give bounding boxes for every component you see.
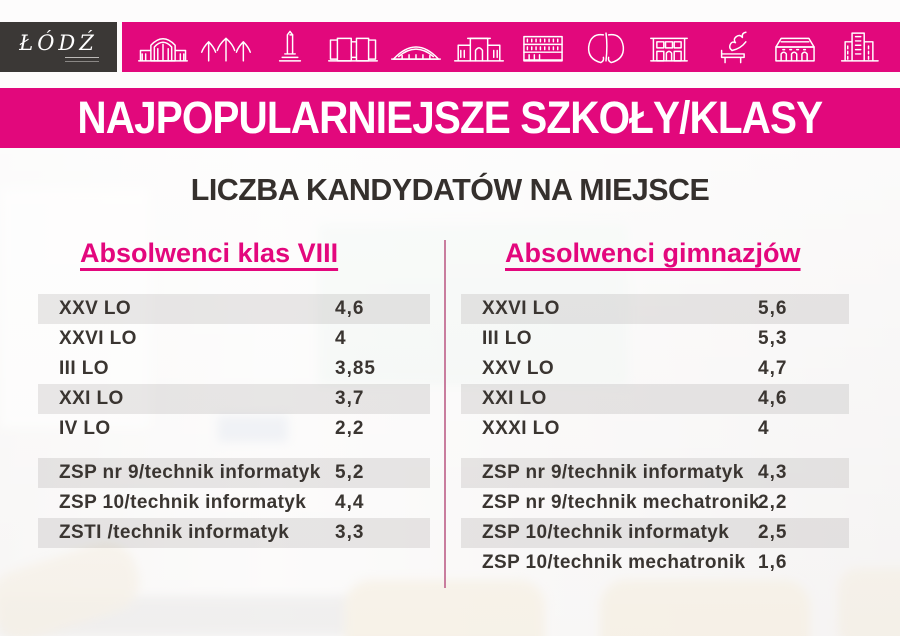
- school-group: [461, 294, 849, 444]
- candidates-per-place-value: 2,2: [758, 492, 788, 513]
- school-name: ZSP nr 9/technik mechatronik: [482, 492, 760, 513]
- table-row: [461, 294, 849, 324]
- candidates-per-place-value: 5,2: [335, 462, 365, 483]
- school-group: [38, 458, 430, 548]
- school-name: XXVI LO: [482, 298, 560, 319]
- candidates-per-place-value: 5,6: [758, 298, 788, 319]
- school-name: ZSP nr 9/technik informatyk: [482, 462, 744, 483]
- table-row: [38, 414, 430, 444]
- column-heading: Absolwenci gimnazjów: [505, 238, 801, 268]
- school-name: XXI LO: [59, 388, 124, 409]
- lodz-logo: ŁÓDŹ: [19, 30, 98, 55]
- rows-area: [461, 294, 849, 578]
- school-name: XXV LO: [59, 298, 132, 319]
- candidates-per-place-value: 4,7: [758, 358, 788, 379]
- candidates-per-place-value: 4,3: [758, 462, 788, 483]
- factory-floors-icon: [515, 25, 571, 69]
- school-group: [461, 458, 849, 578]
- palace-gate-icon: [451, 25, 507, 69]
- candidates-per-place-value: 5,3: [758, 328, 788, 349]
- arcade-manor-icon: [767, 25, 823, 69]
- page-subtitle: LICZBA KANDYDATÓW NA MIEJSCE: [190, 172, 710, 207]
- ornate-palace-icon: [641, 25, 697, 69]
- table-row: [461, 414, 849, 444]
- table-row: [38, 354, 430, 384]
- page-title: NAJPOPULARNIEJSZE SZKOŁY/KLASY: [77, 92, 823, 143]
- table-row: [461, 384, 849, 414]
- title-banner: [0, 88, 900, 148]
- lodz-logo-box: [0, 22, 117, 72]
- candidates-per-place-value: 2,2: [335, 418, 365, 439]
- column-divider: [444, 240, 446, 588]
- table-row: [461, 518, 849, 548]
- school-name: ZSP 10/technik mechatronik: [482, 552, 746, 573]
- candidates-per-place-value: 3,85: [335, 358, 376, 379]
- school-name: XXV LO: [482, 358, 555, 379]
- arena-icon: [388, 25, 444, 69]
- canopy-arches-icon: [198, 25, 254, 69]
- table-row: [461, 548, 849, 578]
- school-name: ZSTI /technik informatyk: [59, 522, 290, 543]
- table-row: [461, 458, 849, 488]
- table-row: [461, 354, 849, 384]
- school-name: ZSP nr 9/technik informatyk: [59, 462, 321, 483]
- candidates-per-place-value: 1,6: [758, 552, 788, 573]
- school-name: XXVI LO: [59, 328, 137, 349]
- school-name: ZSP 10/technik informatyk: [59, 492, 307, 513]
- table-row: [38, 324, 430, 354]
- rows-area: [38, 294, 430, 548]
- school-name: III LO: [482, 328, 532, 349]
- candidates-per-place-value: 4: [335, 328, 347, 349]
- candidates-per-place-value: 4: [758, 418, 770, 439]
- candidates-per-place-value: 4,6: [335, 298, 365, 319]
- lodz-logo-underline: [65, 57, 99, 62]
- column-absolwenci-klas-viii: [38, 238, 430, 562]
- column-absolwenci-gimnazjow: [461, 238, 849, 592]
- candidates-per-place-value: 3,7: [335, 388, 365, 409]
- long-building-icon: [325, 25, 381, 69]
- table-row: [461, 324, 849, 354]
- table-row: [38, 518, 430, 548]
- school-name: IV LO: [59, 418, 111, 439]
- table-row: [38, 294, 430, 324]
- monument-icon: [262, 25, 318, 69]
- landmark-icon-bar: [122, 22, 900, 72]
- school-name: ZSP 10/technik informatyk: [482, 522, 730, 543]
- candidates-per-place-value: 2,5: [758, 522, 788, 543]
- table-row: [38, 384, 430, 414]
- train-station-icon: [135, 25, 191, 69]
- piano-monument-icon: [704, 25, 760, 69]
- table-row: [38, 458, 430, 488]
- high-rise-icon: [831, 25, 887, 69]
- table-row: [461, 488, 849, 518]
- school-name: III LO: [59, 358, 109, 379]
- table-row: [38, 488, 430, 518]
- school-name: XXXI LO: [482, 418, 560, 439]
- column-heading: Absolwenci klas VIII: [80, 238, 339, 268]
- school-group: [38, 294, 430, 444]
- school-name: XXI LO: [482, 388, 547, 409]
- candidates-per-place-value: 3,3: [335, 522, 365, 543]
- heart-icon: [578, 25, 634, 69]
- candidates-per-place-value: 4,4: [335, 492, 365, 513]
- candidates-per-place-value: 4,6: [758, 388, 788, 409]
